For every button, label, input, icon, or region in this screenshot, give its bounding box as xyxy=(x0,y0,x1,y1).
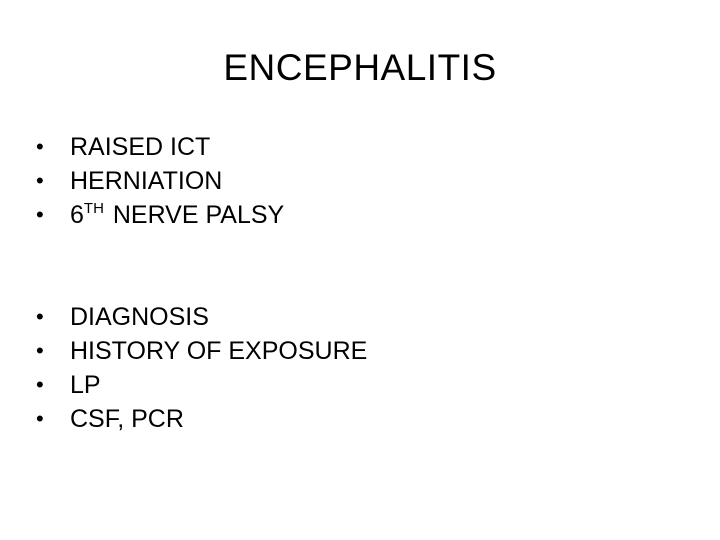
bullet-text: RAISED ICT xyxy=(70,133,211,161)
bullet-icon: • xyxy=(36,134,44,159)
bullet-text: CSF, PCR xyxy=(70,405,184,433)
bullet-text: HISTORY OF EXPOSURE xyxy=(70,337,368,365)
bullet-icon: • xyxy=(36,406,44,431)
bullet-text: LP xyxy=(70,371,101,399)
bullet-icon: • xyxy=(36,304,44,329)
bullet-icon: • xyxy=(36,168,44,193)
bullet-text: HERNIATION xyxy=(70,167,223,195)
bullet-icon: • xyxy=(36,202,44,227)
bullet-icon: • xyxy=(36,338,44,363)
bullet-text-rest: NERVE PALSY xyxy=(105,201,285,229)
slide-title: ENCEPHALITIS xyxy=(223,47,497,88)
bullet-text: DIAGNOSIS xyxy=(70,303,209,331)
bullet-text xyxy=(70,198,284,232)
ordinal-number: 6 xyxy=(70,201,84,229)
ordinal-suffix: TH xyxy=(83,199,104,217)
bullet-icon: • xyxy=(36,372,44,397)
